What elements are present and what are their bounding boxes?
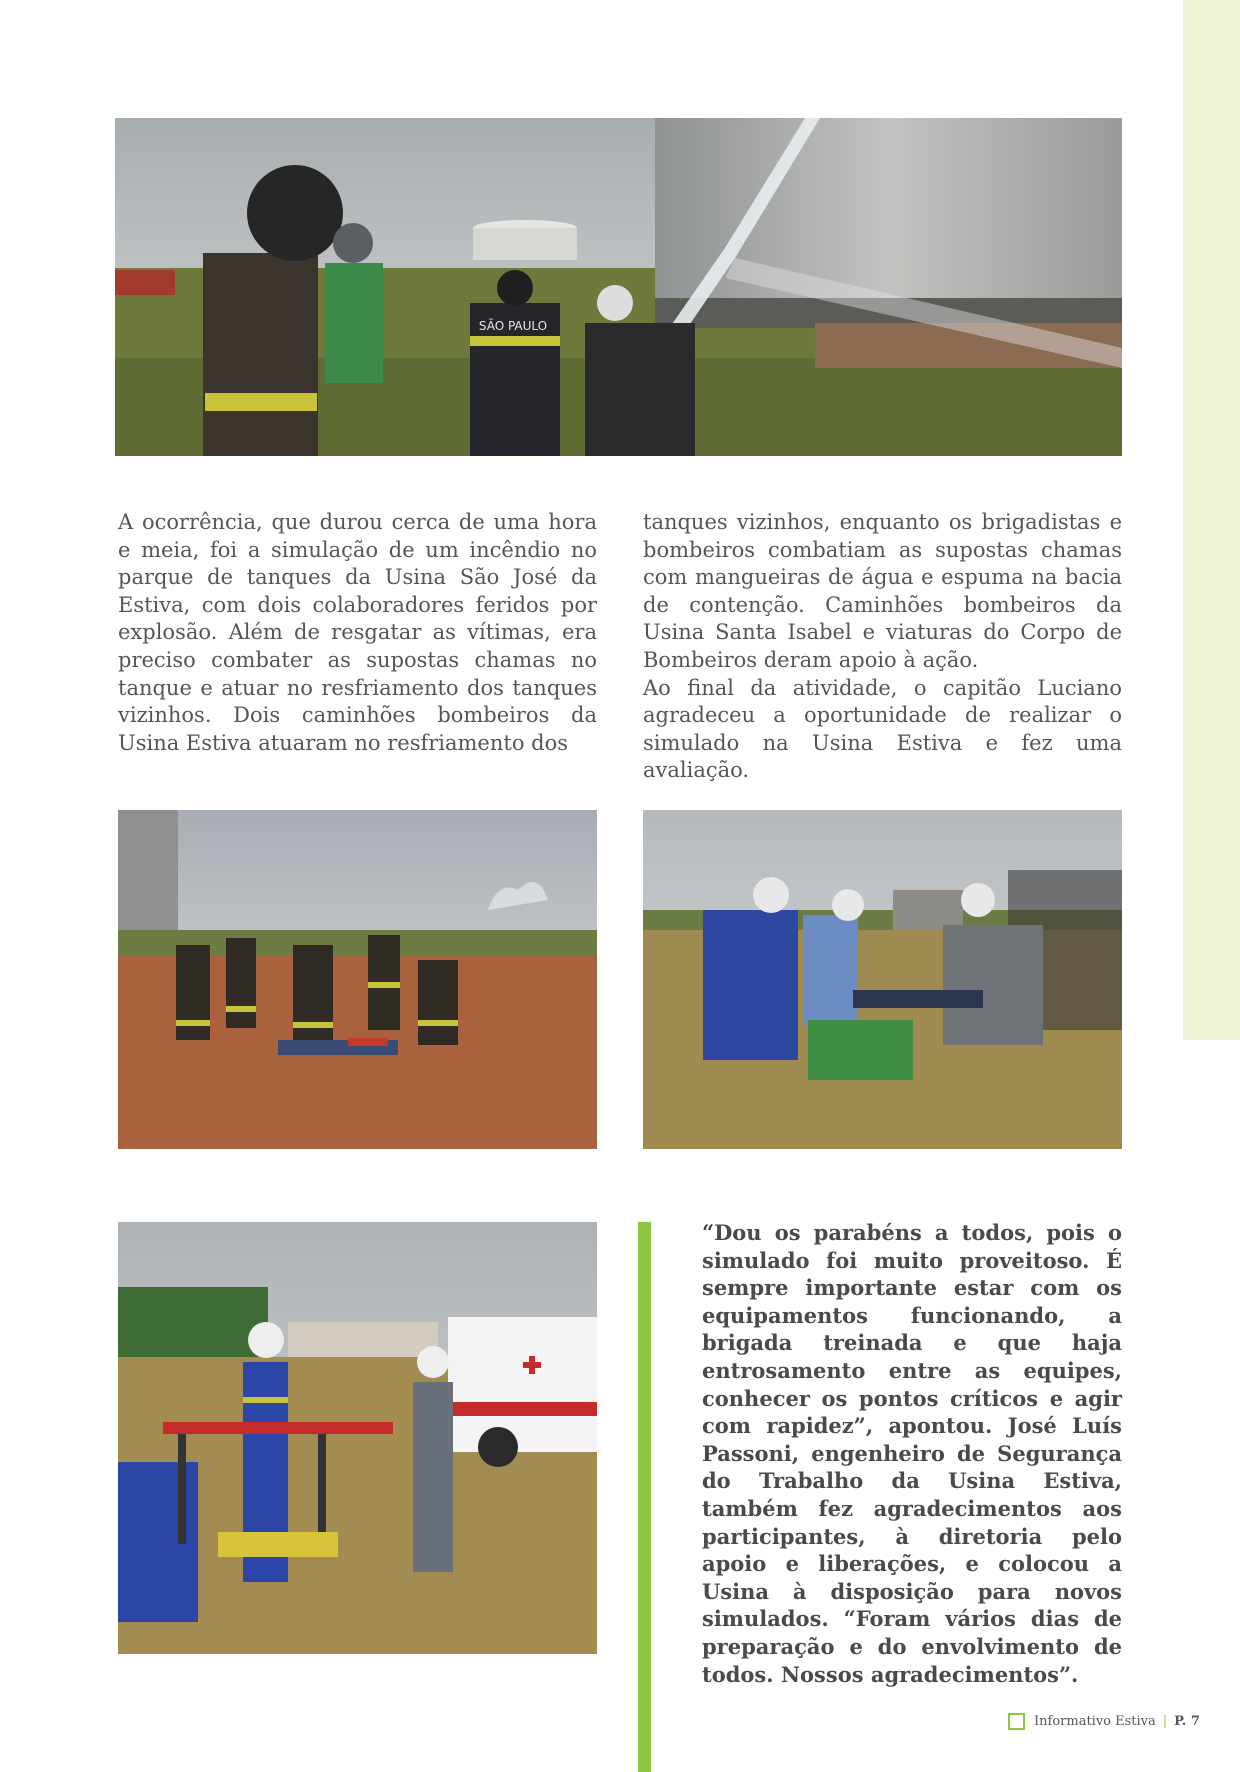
publication-name: Informativo Estiva xyxy=(1034,1713,1156,1729)
pull-quote: “Dou os parabéns a todos, pois o simulado foi muito proveitoso. É sempre importante estar com os equipamentos funcionando, a brigada treinada e que haja entrosamento entre as equipes, conhecer os pontos críticos e agir com rapidez”, apontou. José Luís Passoni, engenheiro de Segurança do Trabalho da Usina Estiva, também fez agradecimentos aos participantes, à diretoria pelo apoio e liberações, e colocou a Usina à disposição para novos simulados. “Foram vários dias de preparação e do envolvimento de todos. Nossos agradecimentos”. xyxy=(702,1220,1122,1687)
jacket-lettering: SÃO PAULO xyxy=(478,319,548,333)
body-paragraph: tanques vizinhos, enquanto os brigadistas e bombeiros combatiam as supostas chamas com mangueiras de água e espuma na bacia de contenção. Caminhões bombeiros da Usina Santa Isabel e viaturas do Corpo de Bombeiros deram apoio à ação. xyxy=(643,510,1122,672)
photo-paramedics-stretcher xyxy=(643,810,1122,1149)
photo-ambulance-stretcher xyxy=(118,1222,597,1654)
side-accent-band xyxy=(1183,0,1240,1040)
body-paragraph: Ao final da atividade, o capitão Luciano agradeceu a oportunidade de realizar o simulado na Usina Estiva e fez uma avaliação. xyxy=(643,675,1122,783)
page-number: P. 7 xyxy=(1174,1713,1200,1729)
square-icon xyxy=(1008,1713,1025,1730)
body-right-column xyxy=(643,509,1122,785)
page-footer xyxy=(1008,1710,1200,1732)
photo-rescue-victims xyxy=(118,810,597,1149)
photo-firefighters-tank xyxy=(115,118,1122,456)
body-left-column: A ocorrência, que durou cerca de uma hora e meia, foi a simulação de um incêndio no parque de tanques da Usina São José da Estiva, com dois colaboradores feridos por explosão. Além de resgatar as vítimas, era preciso combater as supostas chamas no tanque e atuar no resfriamento dos tanques vizinhos. Dois caminhões bombeiros da Usina Estiva atuaram no resfriamento dos xyxy=(118,510,597,755)
footer-separator: | xyxy=(1162,1713,1168,1729)
quote-accent-bar xyxy=(638,1222,651,1772)
